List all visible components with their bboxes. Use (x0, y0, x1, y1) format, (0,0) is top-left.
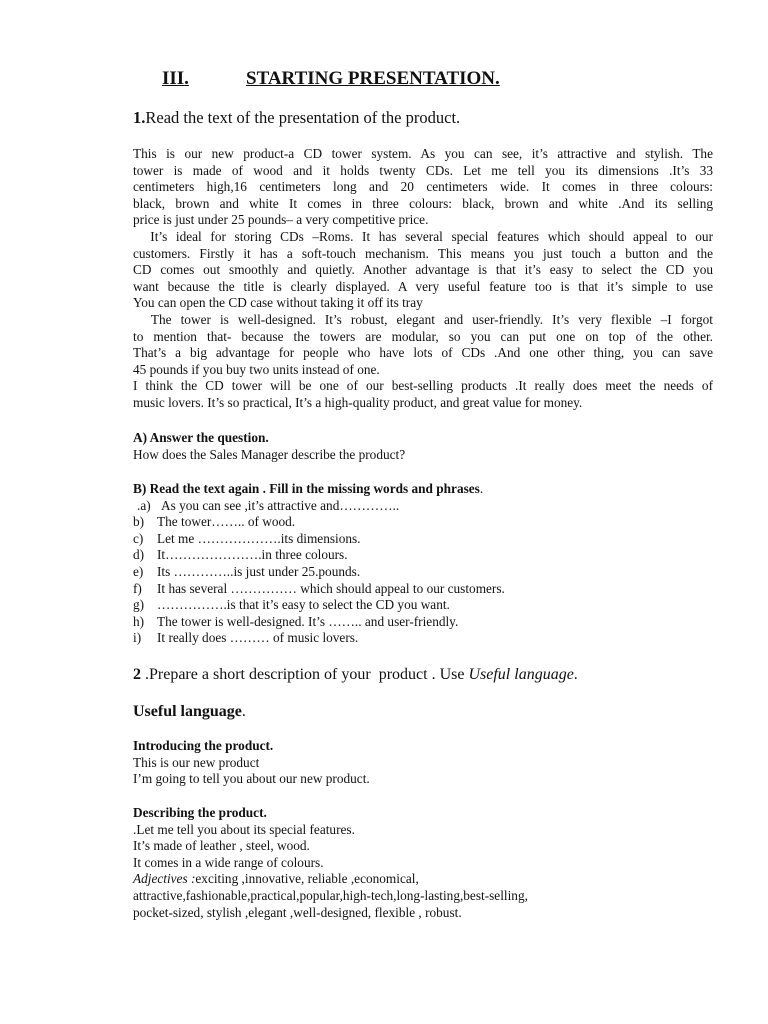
adjectives-text: exciting ,innovative, reliable ,economical, (195, 871, 419, 887)
fill-in-text: It has several …………… which should appeal to our customers. (157, 580, 505, 596)
title-number: III. (162, 68, 189, 89)
useful-language-heading-text: Useful language (133, 703, 242, 720)
adjectives-line: pocket-sized, stylish ,elegant ,well-designed, flexible , robust. (133, 904, 462, 920)
fill-in-marker: h) (133, 613, 145, 629)
fill-in-marker: i) (133, 630, 142, 646)
section2-heading-emphasis: Useful language (468, 666, 574, 683)
fill-in-marker: e) (133, 563, 144, 579)
fill-in-text: It………………….in three colours. (157, 547, 348, 563)
paragraph-3 (133, 312, 713, 378)
fill-in-item (133, 564, 713, 581)
paragraph-line: music lovers. It’s so practical, It’s a high-quality product, and great value for money. (133, 394, 583, 410)
section2-number: 2 (133, 666, 141, 683)
paragraph-line: centimeters high,16 centimeters long and 20 centimeters wide. It comes in three colours: (133, 179, 713, 195)
paragraph-line: That’s a big advantage for people who have lots of CDs .And one other thing, you can save (133, 345, 713, 361)
fill-in-list (133, 498, 713, 647)
fill-in-text: It really does ……… of music lovers. (157, 630, 359, 646)
fill-in-text: Its …………..is just under 25.pounds. (157, 563, 361, 579)
fill-in-marker: g) (133, 597, 145, 613)
useful-language-heading (133, 703, 246, 721)
fill-in-text: The tower is well-designed. It’s …….. and user-friendly. (157, 613, 459, 629)
describing-section (133, 805, 713, 921)
fill-in-marker: b) (133, 514, 145, 530)
fill-in-text: The tower…….. of wood. (157, 514, 296, 530)
paragraph-line: 45 pounds if you buy two units instead of one. (133, 361, 380, 377)
section1-heading-text: Read the text of the presentation of the product. (145, 108, 461, 127)
paragraph-line: to mention that- because the towers are modular, so you can put one on top of the other. (133, 328, 713, 344)
describing-heading: Describing the product. (133, 805, 267, 820)
task-b (133, 481, 713, 647)
paragraph-line: It’s ideal for storing CDs –Roms. It has several special features which should appeal to our (133, 228, 713, 244)
task-a-question: How does the Sales Manager describe the product? (133, 446, 406, 462)
fill-in-item (133, 597, 713, 614)
paragraph-line: customers. Firstly it has a soft-touch mechanism. This means you just touch a button and the (133, 245, 713, 261)
describing-line: It comes in a wide range of colours. (133, 854, 324, 870)
paragraph-line: CD comes out smoothly and quietly. Another advantage is that it’s easy to select the CD you (133, 262, 713, 278)
fill-in-item (133, 531, 713, 548)
presentation-text (133, 146, 713, 412)
fill-in-item (133, 514, 713, 531)
fill-in-item (133, 547, 713, 564)
paragraph-line: black, brown and white It comes in three colours: black, brown and white .And its selling (133, 195, 713, 211)
fill-in-item (133, 630, 713, 647)
section2-heading (133, 666, 578, 684)
fill-in-text: …………….is that it’s easy to select the CD you want. (157, 597, 450, 613)
fill-in-marker: c) (133, 530, 144, 546)
useful-language-heading-end: . (241, 703, 246, 720)
introducing-line: This is our new product (133, 754, 260, 770)
task-a (133, 430, 713, 463)
paragraph-line: You can open the CD case without taking it off its tray (133, 295, 423, 311)
adjectives-line: attractive,fashionable,practical,popular,high-tech,long-lasting,best-selling, (133, 887, 528, 903)
section2-heading-end: . (573, 666, 578, 683)
task-a-heading: A) Answer the question. (133, 430, 269, 445)
introducing-heading: Introducing the product. (133, 738, 274, 753)
page-title (162, 68, 682, 90)
paragraph-line: The tower is well-designed. It’s robust, elegant and user-friendly. It’s very flexible –I forgot (133, 311, 713, 327)
paragraph-2 (133, 229, 713, 312)
section2-heading-text: .Prepare a short description of your product . Use (141, 666, 469, 683)
title-text: STARTING PRESENTATION. (246, 68, 500, 89)
paragraph-line: want because the title is clearly displayed. A very useful feature too is that it’s simple to use (133, 278, 713, 294)
paragraph-line: price is just under 25 pounds– a very competitive price. (133, 212, 429, 228)
adjectives-line (133, 871, 713, 888)
fill-in-text: As you can see ,it’s attractive and………….. (161, 497, 400, 513)
fill-in-marker: f) (133, 580, 142, 596)
fill-in-item (133, 581, 713, 598)
fill-in-item (133, 498, 713, 515)
task-b-heading-end: . (479, 481, 484, 496)
paragraph-line: tower is made of wood and it holds twenty CDs. Let me tell you its dimensions .It’s 33 (133, 162, 713, 178)
fill-in-marker: d) (133, 547, 145, 563)
adjectives-label: Adjectives : (133, 871, 196, 887)
fill-in-text: Let me ……………….its dimensions. (157, 530, 361, 546)
section1-heading (133, 108, 460, 128)
paragraph-1 (133, 146, 713, 229)
describing-line: It’s made of leather , steel, wood. (133, 838, 310, 854)
task-b-heading-text: B) Read the text again . Fill in the missing words and phrases (133, 481, 480, 496)
describing-line: .Let me tell you about its special features. (133, 821, 355, 837)
section1-number: 1. (133, 108, 146, 127)
introducing-line: I’m going to tell you about our new product. (133, 771, 370, 787)
paragraph-line: This is our new product-a CD tower system. As you can see, it’s attractive and stylish. The (133, 146, 713, 161)
paragraph-4 (133, 378, 713, 411)
paragraph-line: I think the CD tower will be one of our best-selling products .It really does meet the needs of (133, 378, 713, 394)
introducing-section (133, 738, 713, 788)
fill-in-item (133, 614, 713, 631)
fill-in-marker: .a) (137, 497, 151, 513)
task-b-heading (133, 481, 713, 498)
